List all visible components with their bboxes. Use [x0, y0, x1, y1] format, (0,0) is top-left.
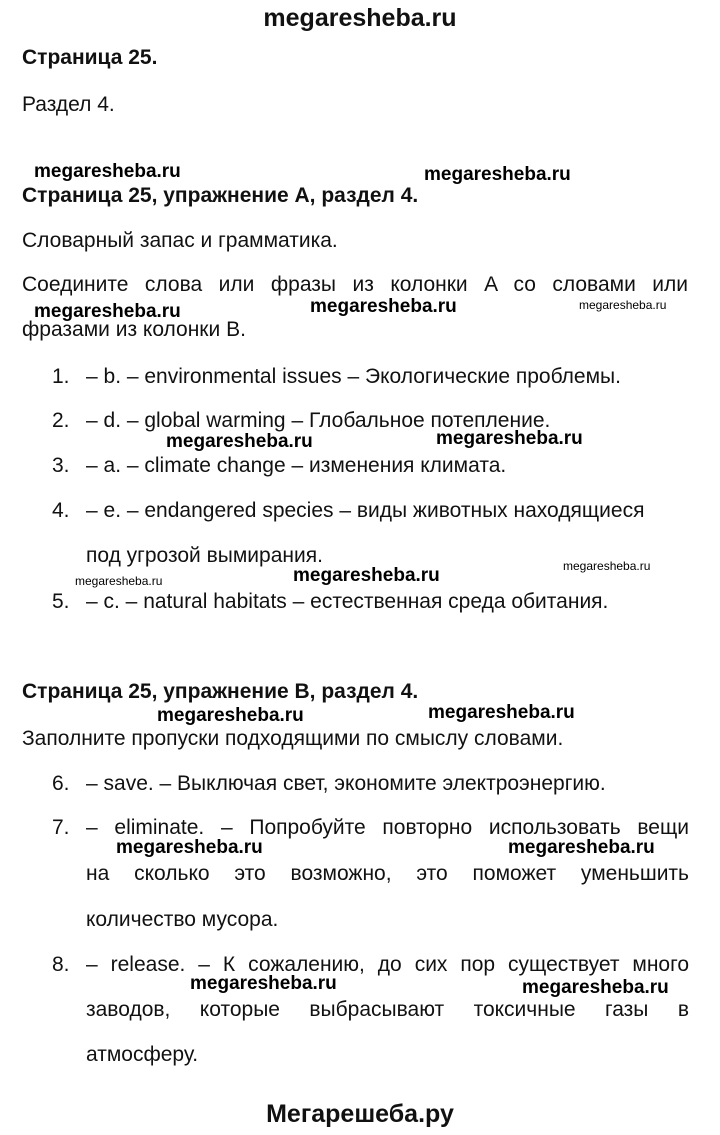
watermark: megaresheba.ru [34, 301, 181, 322]
item-text: – d. – global warming – Глобальное потепление. [86, 409, 551, 432]
item-text: – e. – endangered species – виды животных находящиеся [86, 499, 645, 522]
item-text-continued: заводов, которые выбрасывают токсичные газы в [86, 998, 689, 1021]
item-number: 7. [52, 816, 70, 839]
exercise-b-instruction: Заполните пропуски подходящими по смыслу словами. [22, 727, 564, 750]
section-label: Раздел 4. [22, 93, 115, 116]
item-text: – release. – К сожалению, до сих пор существует много [86, 953, 689, 976]
watermark: megaresheba.ru [75, 574, 163, 588]
watermark: megaresheba.ru [508, 837, 655, 858]
item-number: 2. [52, 409, 70, 432]
exercise-a-subtitle: Словарный запас и грамматика. [22, 229, 338, 252]
item-number: 1. [52, 365, 70, 388]
exercise-a-instruction-line2: фразами из колонки B. [22, 318, 246, 341]
exercise-a-title: Страница 25, упражнение A, раздел 4. [22, 184, 419, 207]
item-number: 5. [52, 590, 70, 613]
watermark: megaresheba.ru [34, 161, 181, 182]
watermark: megaresheba.ru [436, 428, 583, 449]
item-text-continued: атмосферу. [86, 1043, 199, 1066]
watermark: megaresheba.ru [563, 559, 651, 573]
item-number: 8. [52, 953, 70, 976]
page-heading: Страница 25. [22, 46, 158, 69]
item-number: 3. [52, 454, 70, 477]
exercise-a-instruction-line1: Соедините слова или фразы из колонки A со словами или [22, 273, 688, 296]
exercise-b-title: Страница 25, упражнение B, раздел 4. [22, 680, 419, 703]
watermark: megaresheba.ru [293, 565, 440, 586]
item-text: – a. – climate change – изменения климата. [86, 454, 507, 477]
watermark: megaresheba.ru [166, 431, 313, 452]
item-text-continued: под угрозой вымирания. [86, 544, 323, 567]
item-text: – b. – environmental issues – Экологические проблемы. [86, 365, 621, 388]
watermark: megaresheba.ru [157, 705, 304, 726]
watermark: megaresheba.ru [424, 164, 571, 185]
watermark: megaresheba.ru [116, 837, 263, 858]
item-text: – save. – Выключая свет, экономите электроэнергию. [86, 772, 606, 795]
watermark: megaresheba.ru [579, 298, 667, 312]
watermark: megaresheba.ru [190, 973, 337, 994]
site-header: megaresheba.ru [263, 4, 457, 32]
watermark: megaresheba.ru [428, 702, 575, 723]
item-number: 4. [52, 499, 70, 522]
item-text-continued: количество мусора. [86, 908, 279, 931]
site-footer: Мегарешеба.ру [266, 1100, 454, 1128]
watermark: megaresheba.ru [310, 296, 457, 317]
item-text: – c. – natural habitats – естественная среда обитания. [86, 590, 609, 613]
item-text: – eliminate. – Попробуйте повторно использовать вещи [86, 816, 689, 839]
item-text-continued: на сколько это возможно, это поможет уменьшить [86, 862, 689, 885]
watermark: megaresheba.ru [522, 977, 669, 998]
item-number: 6. [52, 772, 70, 795]
